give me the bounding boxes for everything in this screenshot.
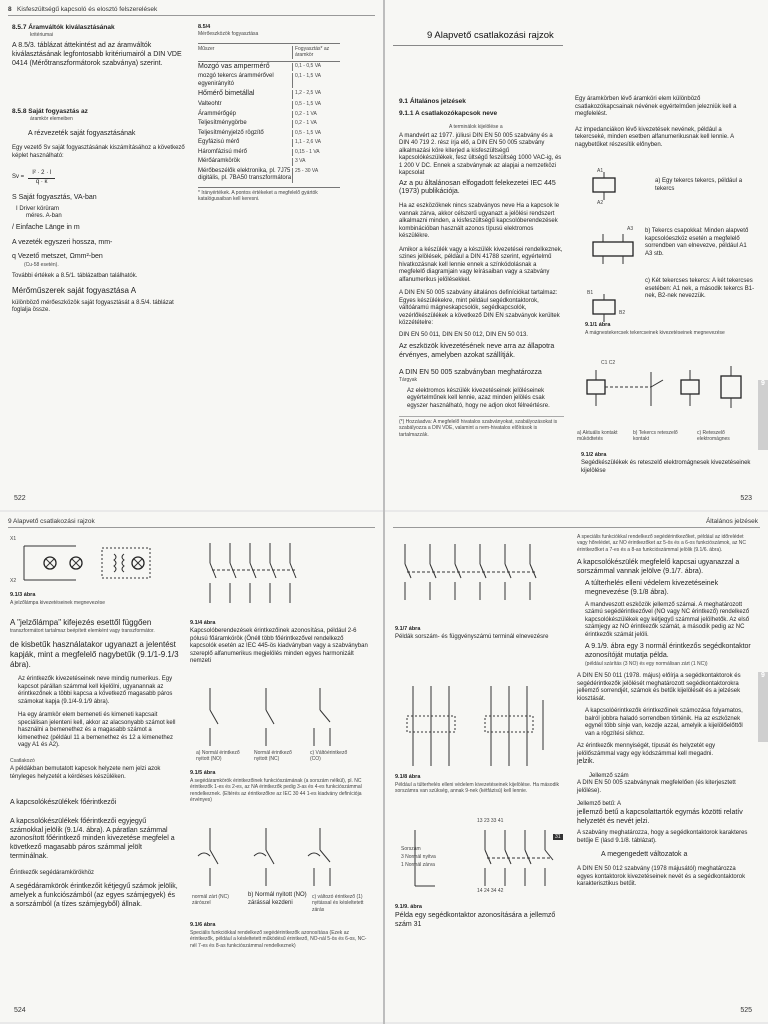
para-t4b: (például szárítás (3 NO) és egy normálisan zárt (1 NC)) <box>585 660 708 667</box>
para-8b: Tárgyak <box>399 377 418 384</box>
section-857 <box>12 24 187 69</box>
label-aux-c: c) Reteszelő elektromágnes <box>697 430 730 443</box>
var-l: / Einfache Länge in m <box>12 223 80 231</box>
table-row <box>198 138 340 148</box>
para-q1b: transzformátort tartalmaz beépített elemként vagy transzformátor. <box>10 628 155 634</box>
para-t12: A szabvány meghatározza, hogy a segédkontaktorok karakteres betűje E (lásd 9.1/8. táblázat). <box>577 830 748 844</box>
col-left-524 <box>10 618 180 909</box>
section-91: 9.1 Általános jelzések <box>399 98 466 105</box>
numbering-diagram <box>395 534 565 624</box>
table-cell-value: 0,2 - 1 VA <box>292 111 340 119</box>
table-cell-value: 0,1 - 0,5 VA <box>292 63 340 72</box>
table-cell-value: 0,2 - 1 VA <box>292 120 340 128</box>
page-524 <box>0 512 383 1022</box>
section-858-title: 8.5.8 Saját fogyasztás az <box>12 108 88 115</box>
figure-914 <box>200 538 320 608</box>
table-caption: 8.5/4 <box>198 24 211 30</box>
label-9a: Sorszám <box>401 846 421 852</box>
bullet-b1: Az érintkezők kivezetéseinek neve mindig numerikus. Egy kapcsot párállan számmal kell kijelölni, ugyanannak az érintkezőnek a többi kapcsa a következő magasabb páros számokat kapja (9.1/4-9.1/9 ábra). <box>18 676 173 705</box>
fig-911-caption: 9.1/1 ábra <box>585 322 611 328</box>
bullet-2: Az impedanciákon lévő kivezetések nevének, például a tekercseké, minden esetben alfanumerikusnak kell lennie. A nagybetűket részesítik előnyben. <box>575 126 734 148</box>
table-cell-value: 0,5 - 1,5 VA <box>292 101 340 109</box>
chapter-title: 9 Alapvető csatlakozási rajzok <box>427 30 554 41</box>
page-523 <box>385 0 768 510</box>
l5c: c) Váltóérintkező <box>310 750 348 756</box>
table-cell-name: Teljesítménygörbe <box>198 120 247 127</box>
para-t4: A 9.1/9. ábra egy 3 normál érintkezős segédkontaktor azonosítóját mutatja példa. <box>585 643 751 659</box>
para-t13: A megengedett változatok a <box>601 851 688 859</box>
page-525 <box>385 512 768 1022</box>
top-text: A speciális funkciókkal rendelkező segédérintkezőket, például az időrelédet vagy hőrelédet, az NO érintkezőket az 5-ös és a 6-os funkciószámok, az NC érintkezőket a 7-es és a 8-as funkciószámmal jelölik (9.1/6. ábra). <box>577 534 746 553</box>
table-row <box>198 72 340 89</box>
para-8: A DIN EN 50 005 szabványban meghatározza <box>399 368 542 376</box>
fig-913-caption: 9.1/3 ábra <box>10 592 36 598</box>
contact-numbers-top: 13 23 33 41 <box>477 818 504 824</box>
section-858-text: Egy vezető Sv saját fogyasztásának kiszámításához a következő képlet használható: <box>12 145 185 159</box>
running-header: 9 Alapvető csatlakozási rajzok <box>8 518 95 525</box>
bullet-b2: Ha egy áramkör elem bemeneti és kimeneti kapcsait speciálisan jelenteni kell, akkor az alacsonyabb számot kell használni a bemenethez és a magasabb számot a kimenethez (például 11 a bemenethez és 12 a kimenethez vagy A1 és A2). <box>18 712 176 749</box>
var-q: q Vezető metszet, Ωmm²-ben <box>12 253 103 261</box>
table-cell-name: Egyfázisú mérő <box>198 139 240 146</box>
var-a: A vezeték egyszeri hossza, mm- <box>12 238 113 246</box>
para-t5: A DIN EN 50 011 (1978. május) előírja a segédkontaktorok és segédérintkezők jelölését meghatározott segédkontaktorokra jellemző sorrendjét, számok és betűk kijelölését és a jelzések kiosztását. <box>577 673 741 702</box>
table-col1: Műszer <box>198 46 215 53</box>
para-t7: Az érintkezők mennyiségét, típusát és helyzetét egy jelölőszámmal vagy egy kódszámmal kell megadni. <box>577 743 716 757</box>
contact-numbers-bottom: 14 24 34 42 <box>477 888 504 894</box>
table-cell-value: 25 - 30 VA <box>292 168 340 183</box>
l5c2: (CO) <box>310 756 321 763</box>
table-row <box>198 129 340 139</box>
figure-916 <box>190 820 370 892</box>
l5b2: nyitott (NC) <box>254 756 280 763</box>
table-row <box>198 167 340 184</box>
para-q3: A példákban bemutatott kapcsok helyzete nem jelzi azok tényleges helyzetét a kérdéses készüléken. <box>10 766 161 780</box>
para-t2: A túlterhelés elleni védelem kivezetéseinek megnevezése (9.1/8 ábra). <box>585 580 719 596</box>
page-number: 523 <box>740 495 752 503</box>
para-6: DIN EN 50 011, DIN EN 50 012, DIN EN 50 013. <box>399 331 528 338</box>
table-row <box>198 89 340 100</box>
var-s: S Saját fogyasztás, VA-ban <box>12 194 97 202</box>
table-row <box>198 148 340 158</box>
fig-912-caption: 9.1/2 ábra <box>581 452 607 458</box>
para-q2: de kisbetűk használatakor ugyanazt a jelentést kapják, mint a megfelelő nagybetűk (9.1/1-9.1/3 ábra). <box>10 640 179 670</box>
para-3: Ha az eszközöknek nincs szabványos neve Ha a kapcsok le vannak zárva, akkor célszerű ugyanazt a jelölési rendszert alkalmazni minden, a kisfeszültségű kapcsolóberendezések kombinációban használt azonos típusú elektromos készülékre. <box>399 203 560 239</box>
section-857-sub: kritériumai <box>30 32 54 39</box>
table-row <box>198 62 340 73</box>
figure-912 <box>581 362 756 432</box>
para-t9: A DIN EN 50 005 szabványnak megfelelően (és kiterjesztett jelölése). <box>577 780 736 794</box>
fig-919-caption: 9.1/9. ábra <box>395 904 422 910</box>
bottom-spread <box>0 512 768 1024</box>
col-right-523 <box>575 96 750 149</box>
table-cell-value: 0,1 - 1,5 VA <box>292 73 340 88</box>
var-i2: méres. A-ban <box>26 213 62 220</box>
para-9: Az elektromos készülék kivezetéseinek jelöléseinek egyértelműnek kell lennie, azaz minden jelölés csak egyszer használható, hogy ne adjon okot félreértésre. <box>407 387 550 409</box>
lamp-diagrams <box>10 534 175 589</box>
page-number: 522 <box>14 495 26 503</box>
para-2: Az a pu általánosan elfogadott felekezetei IEC 445 (1973) publikációja. <box>399 179 556 196</box>
para-7: Az eszközök kivezetésének neve arra az állapotra érvényes, amelyben azokat szállítják. <box>399 343 555 359</box>
table-footnote: * Irányértékek. A pontos értékeket a megfelelő gyártók katalógusaiban kell keresni. <box>198 187 340 203</box>
label-6b: b) Normál nyitott (NO) zárással kezdeni <box>248 892 307 906</box>
footnote: (*) Hozzáadva: A megfelelő hivatalos szabványokat, szabályozásokat is szabályozza a DIN VDE, valamint a nem-hivatalos előírások is tartalmazzák. <box>399 416 564 438</box>
label-6a: normál zárt (NC) zárószel <box>192 894 229 907</box>
label-5a <box>196 750 246 763</box>
label-x2: X2 <box>10 578 17 584</box>
label-6c: c) változó érintkező (1) nyitással és késleltetett zárás <box>312 894 364 913</box>
para-t14: A DIN EN 50 012 szabvány (1978 májusától) meghatározza egyes kontaktorok kivezetéseinek nevét és a segédkontaktorok karakterisztikus betűit. <box>577 866 746 887</box>
further-text: További értékek a 8.5/1. táblázatban találhatók. <box>12 273 138 280</box>
table-row <box>198 157 340 167</box>
intro-small: A terminálok kijelölése a <box>449 124 503 131</box>
table-cell-name: Mérőbeszélők elektronika, pl. 7J75 digitális, pl. 7BA50 transzformátora <box>198 167 292 182</box>
fig-914-sub: Kapcsolóberendezések érintkezőinek azonosítása, például 2-6 pólusú főáramkörök (Önéll több főérintkezővel rendelkező kapcsolók esetén az IEC 445-ös kiadványban vagy a szabványban szereplő alfanumerikus megjelölés minden egyes harmonizált nemzeti <box>190 628 368 664</box>
fig-913-sub: A jelzőlámpa kivezetéseinek megnevezése <box>10 600 106 606</box>
table-head <box>198 43 340 62</box>
running-header: Általános jelzések <box>705 518 758 525</box>
figure-913 <box>10 534 175 589</box>
l5a2: nyitott (NO) <box>196 756 222 763</box>
label-x1: X1 <box>10 536 17 542</box>
para-q1: A "jelzőlámpa" kifejezés esettől függően <box>10 618 152 627</box>
thumb-tab: 9 <box>758 672 768 742</box>
fig-915-caption: 9.1/5 ábra <box>190 770 216 776</box>
section-858-sub: áramkör elemeiben <box>30 116 73 123</box>
label-9b: 3 Normál nyitva <box>401 854 436 860</box>
label-aux-b: b) Tekercs reteszelő kontakt <box>633 430 678 443</box>
var-i: I Driver körüram <box>16 205 60 212</box>
label-aux-a: a) Aktuális kontakt múködtetés <box>577 430 618 443</box>
para-4: Amikor a készülék vagy a készülék kivezetései rendelkeznek, szines jelölések, például a DIN 41788 szerint, egyértelmű hivatkozásnak kell lennie ennek a színkódolásnak a megfelelő diagramjain vagy leírásaiban vagy a szabvány alfanumerikus jelölésekkel. <box>399 246 563 283</box>
fig-917-caption: 9.1/7 ábra <box>395 626 421 632</box>
fig-917-sub: Példák sorszám- és függvényszámú terminál elnevezésre <box>395 634 549 640</box>
figure-918 <box>395 680 565 772</box>
para-t11: jellemző betű a kapcsolattartók egymás közötti relatív helyzetét és nevét jelzi. <box>577 808 743 825</box>
table-row <box>198 100 340 110</box>
para-q5: A kapcsolókészülékek főérintkezői egyjegyű számokkal jelölik (9.1/4. ábra). A páratlan számmal azonosított főérintkező minden kivezetése megfelel a következő magasabb páros számmal jelölt terminálnak. <box>10 817 175 860</box>
para-q6: Érintkezők segédáramkörökhöz <box>10 869 95 876</box>
aux-contacts-diagram <box>190 680 370 752</box>
fig-912-sub: Segédkészülékek és reteszelő elektromágnesek kivezetéseinek kijelölése <box>581 460 751 474</box>
var-q2: (Cu-58 esetén). <box>24 262 59 269</box>
para-t3: A mandveszott eszközök jellemző számai. A meghatározott számú segédérintkezővel (NO vagy NC érintkező) rendelkező kapcsolókészülékek egy kétjegyű számmal jelölhetők. Az első számjegy az NO érintkezők számát, a második pedig az NC érintkezők számát jelöli. <box>585 601 750 638</box>
para-5: A DIN EN 50 005 szabvány általános definíciókat tartalmaz: Egyes készülékekre, mint például segédkontaktorok, váltóáramú mágneskapcsolók, segédkapcsolók, vezérlőkészülékek a következő DIN EN szabványok kerültek közzétételre: <box>399 290 560 326</box>
formula-denominator: q · κ <box>35 178 48 185</box>
table-cell-name: Árammérőgép <box>198 110 237 117</box>
section-857-text: A 8.5/3. táblázat áttekintést ad az áramváltók kiválasztásának legfontosabb kritériumairól a DIN VDE 0414 (Mérőtranszformátorok szabványa) szerint. <box>12 42 182 67</box>
para-t7b: jelzik. <box>577 758 595 765</box>
table-cell-name: Háromfázisú mérő <box>198 148 248 155</box>
col-right-525 <box>577 534 752 889</box>
formula-numerator: I² · 2 · l <box>28 170 55 179</box>
label-5c <box>310 750 365 763</box>
special-contacts-diagram <box>190 820 370 892</box>
table-cell-name: Hőmérő bimetállal <box>198 90 255 98</box>
table-cell-name: Mérőáramkörök <box>198 158 241 165</box>
fig-914-caption: 9.1/4 ábra <box>190 620 216 626</box>
running-header: 8 Kisfeszültségű kapcsoló és elosztó felszerelések <box>8 6 158 13</box>
table-caption-sub: Mérőeszközök fogyasztása <box>198 30 259 37</box>
label-b2: B2 <box>619 310 626 316</box>
para-t6: A kapcsolóérintkezők érintkezőinek számozása folyamatos, balról jobbra haladó sorrendben történik. Ha az eszköznek egynél több sínje van, kezdje azzal, amelyik a kijelölőelőttől van a rögzítési síkhoz. <box>585 708 743 737</box>
coil-a-desc: a) Egy tekercs tekercs, például a tekercs <box>655 178 743 192</box>
overload-diagram <box>395 680 565 772</box>
table-cell-value: 1,2 - 2,5 VA <box>292 90 340 99</box>
table-cell-value: 0,15 - 1 VA <box>292 149 340 157</box>
figure-915 <box>190 680 370 752</box>
section-858-line1: A rézvezeték saját fogyasztásának <box>28 130 136 138</box>
fig-911-sub: A mágnestekercsek tekercseinek kivezetéseinek megnevezése <box>585 330 725 336</box>
label-a1: A1 <box>597 168 604 174</box>
fig-919-sub: Példa egy segédkontaktor azonosítására a jellemző szám 31 <box>395 912 556 928</box>
meters-text: különböző mérőeszközök saját fogyasztását a 8.5/4. táblázat foglalja össze. <box>12 299 174 314</box>
table-cell-name: Mozgó vas ampermérő <box>198 62 270 70</box>
para-t1: A kapcsolókészülék megfelelő kapcsai ugyanazzal a sorszámmal vannak jelölve (9.1/7. ábra). <box>577 558 740 575</box>
table-row <box>198 119 340 129</box>
table-cell-value: 3 VA <box>292 158 340 166</box>
formula <box>12 170 187 186</box>
main-contacts-diagram <box>200 538 320 608</box>
l5b: Normál érintkező <box>254 750 292 756</box>
table-cell-value: 0,5 - 1,5 VA <box>292 130 340 138</box>
figure-919 <box>395 816 565 900</box>
col-left-523 <box>399 98 564 438</box>
para-q4: A kapcsolókészülékek főérintkezői <box>10 799 117 806</box>
section-858 <box>12 108 187 315</box>
figure-917 <box>395 534 565 624</box>
fig-918-caption: 9.1/8 ábra <box>395 774 421 780</box>
coil-b-desc: b) Tekercs csapokkal: Minden alapvető kapcsolóeszköz esetén a megfelelő sorrendben van elnevezve, például A1 A3 stb. <box>645 228 749 257</box>
label-a3: A3 <box>627 226 634 232</box>
formula-lhs: Sv = <box>12 174 25 181</box>
para-q7: A segédáramkörök érintkezőit kétjegyű számok jelölik, amelyek a funkciószámból (az egyes számjegyek) és a sorszámból (a tízes számjegyből) állnak. <box>10 883 178 908</box>
fig-916-caption: 9.1/6 ábra <box>190 922 216 928</box>
table-cell-name: mozgó tekercs árammérővel egyenirányító <box>198 73 274 87</box>
para-t10: Jellemző betű: A <box>577 801 622 808</box>
label-c1c2: C1 C2 <box>601 360 616 366</box>
small-label: Csatlakozó <box>10 757 35 764</box>
label-b1: B1 <box>587 290 594 296</box>
para-t8: Jellemző szám <box>589 772 629 779</box>
bullet-1: Egy áramkörben lévő áramköri elem különböző csatlakozókapcsainak névének egyértelműen jelezniük kell a megfelelést. <box>575 96 737 117</box>
table-col2: Fogyasztás* az áramkör <box>292 46 340 59</box>
fig-915-sub: A segédáramkörök érintkezőinek funkciószámának (a sorszám nélkül), pl. NC érintkezők 1-es és 2-es, az NA érintkezők pedig 3-as és 4-es funkciószámmal rendelkeznek. (Eltérés az érintkezőkre az IEC 30 44 1-es kiadvány definíciója érvényes) <box>190 778 362 803</box>
meters-title: Mérőműszerek saját fogyasztása A <box>12 285 137 295</box>
tag-31: 31 <box>555 834 561 840</box>
table-body <box>198 62 340 184</box>
fig-918-sub: Például a túlterhelés elleni védelem kivezetéseinek kijelölése. Ha második sorszámra van szükség, annak 9-nek (kétfázisú) kell lennie. <box>395 782 559 795</box>
fig-916-sub: Speciális funkciókkal rendelkező segédérintkezők azonosítása (Ezek az érintkezők, például a késleltetett működésű érintkező, NO-nál 5-ös és 6-os, NC-nél 7-es és 8-as funkciószámmal rendelkeznek) <box>190 930 367 949</box>
label-5b <box>254 750 304 763</box>
aux-diagrams <box>581 362 756 432</box>
label-a2: A2 <box>597 200 604 206</box>
thumb-tab: 9 <box>758 380 768 450</box>
table-cell-name: Valteohtr <box>198 101 222 108</box>
page-number: 524 <box>14 1007 26 1015</box>
section-911: 9.1.1 A csatlakozókapcsok neve <box>399 110 498 118</box>
coil-c-desc: c) Két tekercses tekercs: A két tekercses esetében: A1 nek, a második tekercs B1-nek, B2-nek nevezzük. <box>645 278 755 299</box>
page-number: 525 <box>740 1007 752 1015</box>
page-522 <box>0 0 383 510</box>
table-cell-value: 1,1 - 2,6 VA <box>292 139 340 147</box>
figure-911 <box>575 170 760 330</box>
table-row <box>198 110 340 120</box>
table-cell-name: Teljesítményjelző rögzítő <box>198 129 264 136</box>
para-1: A mandvért az 1977. júliusi DIN EN 50 005 szabvány és a DIN 40 719 2. rész írja elő, a DIN EN 50 005 szabvány alkalmazási köre kiterjed a kisfeszültségű kapcsolókészülékek, fesz ültségű feszültség 1000 VAC-ig, és 1 200 V DC. Ennek a szabványnak az alapjai a nemzetközi kapcsolat <box>399 132 562 176</box>
l5a: a) Normál érintkező <box>196 750 240 756</box>
label-9c: 1 Normál zárva <box>401 862 435 868</box>
table-854 <box>198 24 340 202</box>
section-857-title: 8.5.7 Áramváltók kiválasztásának <box>12 24 115 31</box>
